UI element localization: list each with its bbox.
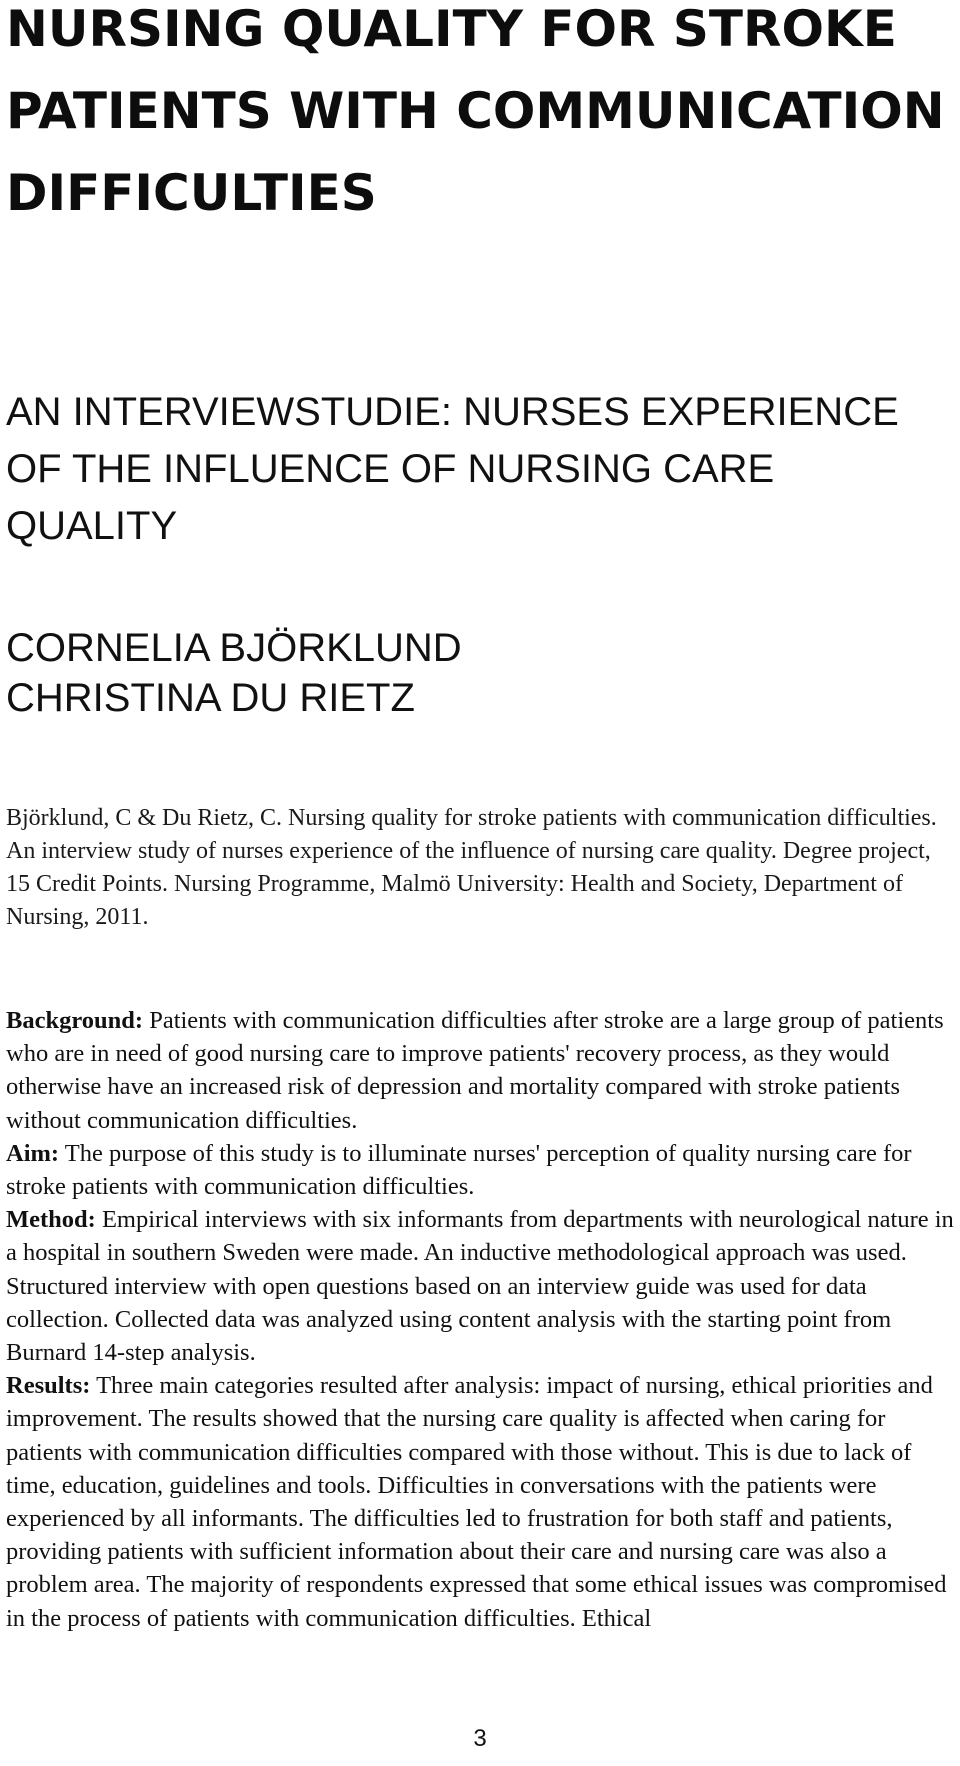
results-label: Results: — [6, 1372, 91, 1400]
author-name: CHRISTINA DU RIETZ — [6, 676, 415, 720]
document-title: NURSING QUALITY FOR STROKE PATIENTS WITH COMMUNICATION DIFFICULTIES — [6, 0, 945, 222]
results-text: Three main categories resulted after analysis: impact of nursing, ethical priorities and improvement. The results showed that the nursing care quality is affected when caring for patients with communication difficulties compared with those without. This is due to lack of time, education, guidelines and tools. Difficulties in conversations with the patients were experienced by all informants. The difficulties led to frustration for both staff and patients, providing patients with sufficient information about their care and nursing care was also a problem area. The majority of respondents expressed that some ethical issues was compromised in the process of patients with communication difficulties. Ethical — [6, 1372, 947, 1632]
author-list — [6, 623, 946, 723]
method-text: Empirical interviews with six informants from departments with neurological nature in a hospital in southern Sweden were made. An inductive methodological approach was used. Structured interview with open questions based on an interview guide was used for data collection. Collected data was analyzed using content analysis with the starting point from Burnard 14-step analysis. — [6, 1206, 954, 1367]
citation-paragraph: Björklund, C & Du Rietz, C. Nursing quality for stroke patients with communication difficulties. An interview study of nurses experience of the influence of nursing care quality. Degree project, 15 Credit Points. Nursing Programme, Malmö University: Health and Society, Department of Nursing, 2011. — [6, 805, 937, 930]
aim-label: Aim: — [6, 1139, 60, 1167]
background-label: Background: — [6, 1007, 144, 1034]
author-name: CORNELIA BJÖRKLUND — [6, 626, 462, 670]
abstract-paragraph — [6, 1004, 958, 1635]
background-text: Patients with communication difficulties after stroke are a large group of patients who are in need of good nursing care to improve patients' recovery process, as they would otherwise have an increased risk of depression and mortality compared with stroke patients without communication difficulties. — [6, 1007, 944, 1134]
aim-text: The purpose of this study is to illuminate nurses' perception of quality nursing care for stroke patients with communication difficulties. — [6, 1139, 912, 1201]
document-subtitle: AN INTERVIEWSTUDIE: NURSES EXPERIENCE OF THE INFLUENCE OF NURSING CARE QUALITY — [6, 390, 899, 548]
page-number: 3 — [473, 1725, 487, 1752]
method-label: Method: — [6, 1206, 96, 1234]
